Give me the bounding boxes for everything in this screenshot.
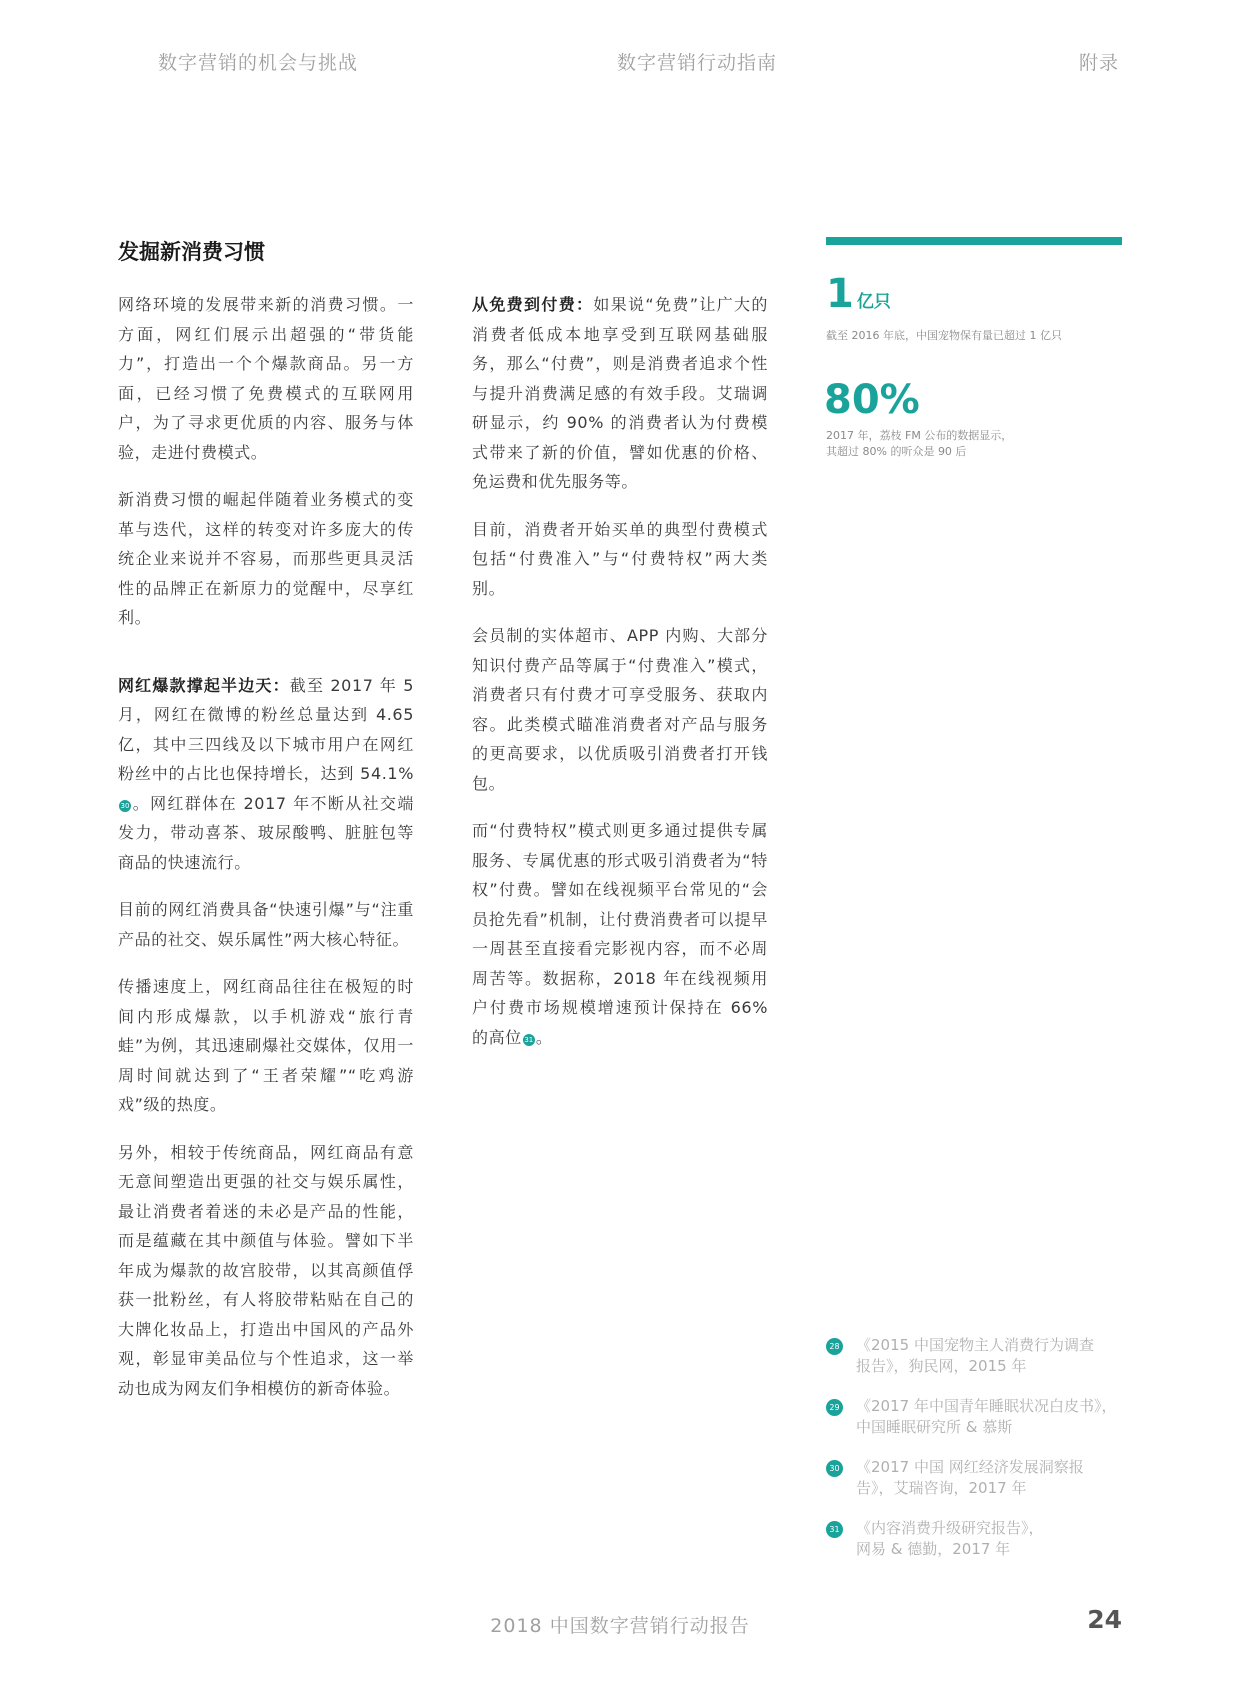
text-column-2 <box>472 290 768 1070</box>
reference-number: 29 <box>826 1399 843 1416</box>
stat-number: 80% <box>824 377 920 423</box>
paragraph: 网络环境的发展带来新的消费习惯。一方面，网红们展示出超强的“带货能力”，打造出一个个爆款商品。另一方面，已经习惯了免费模式的互联网用户，为了寻求更优质的内容、服务与体验，走进付费模式。 <box>118 295 414 462</box>
reference-number: 28 <box>826 1338 843 1355</box>
reference-line: 《2017 中国 网红经济发展洞察报 <box>856 1458 1084 1476</box>
paragraph: 目前，消费者开始买单的典型付费模式包括“付费准入”与“付费特权”两大类别。 <box>472 519 768 598</box>
paragraph-text: 。网红群体在 2017 年不断从社交端发力，带动喜茶、玻尿酸鸭、脏脏包等商品的快速流行。 <box>118 793 414 872</box>
stat-number: 1 <box>826 271 854 317</box>
paragraph: 另外，相较于传统商品，网红商品有意无意间塑造出更强的社交与娱乐属性，最让消费者着迷的未必是产品的性能，而是蕴藏在其中颜值与体验。譬如下半年成为爆款的故宫胶带，以其高颜值俘获一批粉丝，有人将胶带粘贴在自己的大牌化妆品上，打造出中国风的产品外观，彰显审美品位与个性追求，这一举动也成为网友们争相模仿的新奇体验。 <box>118 1142 414 1398</box>
reference-line: 网易 & 德勤，2017 年 <box>856 1540 1011 1558</box>
paragraph: 传播速度上，网红商品往往在极短的时间内形成爆款，以手机游戏“旅行青蛙”为例，其迅速刷爆社交媒体，仅用一周时间就达到了“王者荣耀”“吃鸡游戏”级的热度。 <box>118 977 414 1114</box>
citation-marker: 31 <box>524 1035 534 1044</box>
stat-description <box>826 428 1126 460</box>
reference-number: 31 <box>826 1521 843 1538</box>
page-number: 24 <box>1087 1605 1122 1634</box>
accent-bar <box>826 237 1122 245</box>
paragraph-lead: 从免费到付费： <box>472 295 594 314</box>
reference-number: 30 <box>826 1460 843 1477</box>
paragraph <box>118 671 414 878</box>
header-center-nav: 数字营销行动指南 <box>617 52 778 74</box>
footer-title: 2018 中国数字营销行动报告 <box>490 1615 750 1637</box>
stat-pet-count <box>826 272 891 316</box>
paragraph-text: 。 <box>535 1027 553 1047</box>
paragraph-text: 截至 2017 年 5 月，网红在微博的粉丝总量达到 4.65 亿，其中三四线及以下城市用户在网红粉丝中的占比也保持增长，达到 54.1% <box>118 675 414 783</box>
reference-line: 报告》，狗民网，2015 年 <box>856 1357 1027 1375</box>
header-right-nav: 附录 <box>1079 52 1120 74</box>
reference-item <box>826 1457 1136 1499</box>
paragraph-lead: 网红爆款撑起半边天： <box>118 675 290 695</box>
reference-line: 《2015 中国宠物主人消费行为调查 <box>856 1336 1094 1354</box>
paragraph-text: 而“付费特权”模式则更多通过提供专属服务、专属优惠的形式吸引消费者为“特权”付费。譬如在线视频平台常见的“会员抢先看”机制，让付费消费者可以提早一周甚至直接看完影视内容，而不必周周苦等。数据称，2018 年在线视频用户付费市场规模增速预计保持在 66% 的高位 <box>472 821 768 1047</box>
header-left-nav: 数字营销的机会与挑战 <box>158 52 359 74</box>
reference-item <box>826 1396 1136 1438</box>
paragraph: 会员制的实体超市、APP 内购、大部分知识付费产品等属于“付费准入”模式，消费者只有付费才可享受服务、获取内容。此类模式瞄准消费者对产品与服务的更高要求，以优质吸引消费者打开钱包。 <box>472 626 768 793</box>
section-title: 发掘新消费习惯 <box>118 240 265 264</box>
reference-item <box>826 1518 1136 1560</box>
paragraph-text: 如果说“免费”让广大的消费者低成本地享受到互联网基础服务，那么“付费”，则是消费者追求个性与提升消费满足感的有效手段。艾瑞调研显示，约 90% 的消费者认为付费模式带来了新的价值，譬如优惠的价格、免运费和优先服务等。 <box>472 295 769 491</box>
text-column-1 <box>118 290 414 1421</box>
stat-description-line: 2017 年，荔枝 FM 公布的数据显示， <box>826 429 1013 442</box>
reference-line: 告》，艾瑞咨询，2017 年 <box>856 1479 1027 1497</box>
reference-line: 《2017 年中国青年睡眠状况白皮书》， <box>856 1397 1117 1415</box>
references-list <box>826 1335 1136 1579</box>
reference-line: 中国睡眠研究所 & 慕斯 <box>856 1418 1013 1436</box>
paragraph <box>472 816 768 1052</box>
reference-item <box>826 1335 1136 1377</box>
stat-unit: 亿只 <box>856 292 891 312</box>
stat-description: 截至 2016 年底，中国宠物保有量已超过 1 亿只 <box>826 329 1062 342</box>
paragraph: 目前的网红消费具备“快速引爆”与“注重产品的社交、娱乐属性”两大核心特征。 <box>118 900 414 949</box>
paragraph <box>472 290 768 497</box>
reference-line: 《内容消费升级研究报告》， <box>856 1519 1044 1537</box>
paragraph: 新消费习惯的崛起伴随着业务模式的变革与迭代，这样的转变对许多庞大的传统企业来说并不容易，而那些更具灵活性的品牌正在新原力的觉醒中，尽享红利。 <box>118 490 414 627</box>
citation-marker: 30 <box>120 801 130 810</box>
stat-description-line: 其超过 80% 的听众是 90 后 <box>826 445 967 458</box>
